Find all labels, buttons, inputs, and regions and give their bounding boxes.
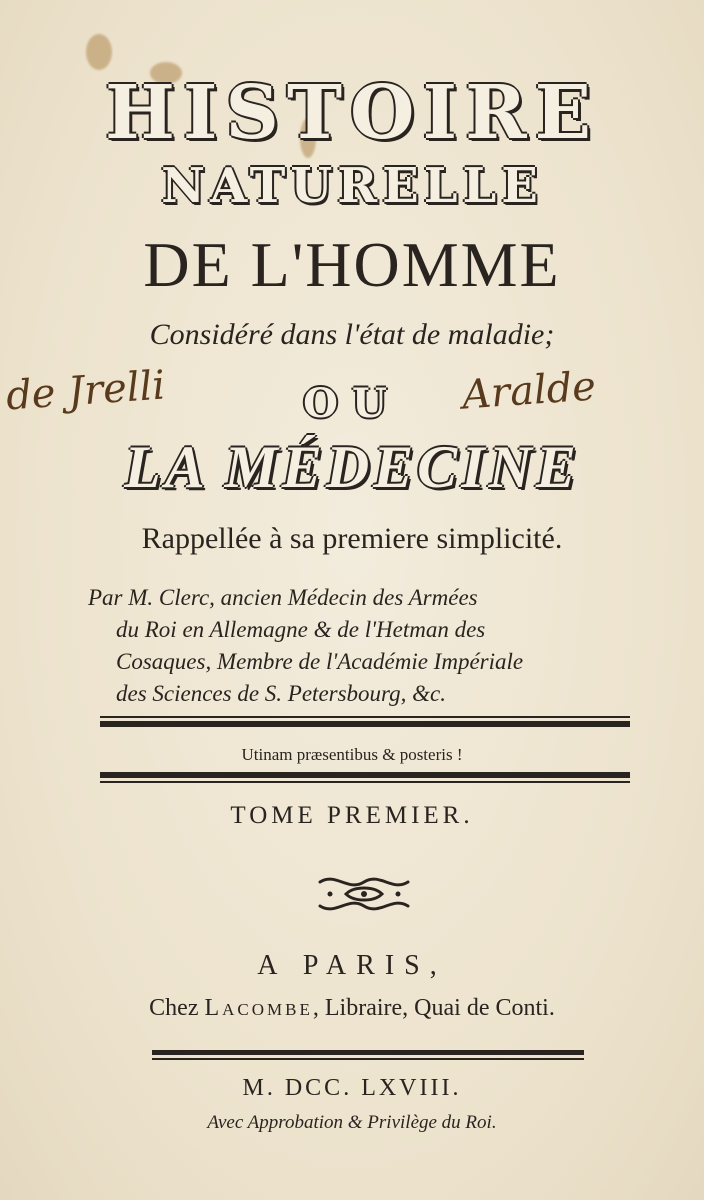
handwritten-note-left: de Jrelli [4,362,167,420]
title-line-4: LA MÉDECINE [124,434,580,500]
motto: Utinam præsentibus & posteris ! [241,745,463,764]
subtitle-2: Rappellée à sa premiere simplicité. [141,522,563,555]
handwritten-note-right: Aralde [460,363,598,419]
author-block [88,582,648,710]
privilege-line: Avec Approbation & Privilège du Roi. [207,1112,497,1133]
publication-date: M. DCC. LXVIII. [242,1075,462,1101]
title-line-1: HISTOIRE [104,70,600,156]
conjunction: OU [303,380,401,427]
title-line-2: NATURELLE [161,158,543,214]
title-line-3: DE L'HOMME [143,229,561,300]
publisher-suffix: , Libraire, Quai de Conti. [312,995,555,1021]
double-rule [100,772,630,783]
publisher-name: Lacombe [204,995,313,1021]
author-line: Par M. Clerc, ancien Médecin des Armées [88,585,478,610]
printers-ornament-icon [316,870,412,918]
publisher-line [0,995,704,1022]
volume-label: TOME PREMIER. [230,802,474,829]
author-line: Cosaques, Membre de l'Académie Impériale [116,649,524,674]
ink-stain [86,34,112,70]
author-line: des Sciences de S. Petersbourg, &c. [116,681,446,706]
double-rule [100,716,630,727]
double-rule [152,1050,584,1060]
publisher-prefix: Chez [149,995,199,1021]
place-of-publication: A PARIS, [257,950,447,981]
author-line: du Roi en Allemagne & de l'Hetman des [116,617,486,642]
subtitle: Considéré dans l'état de maladie; [149,318,555,351]
